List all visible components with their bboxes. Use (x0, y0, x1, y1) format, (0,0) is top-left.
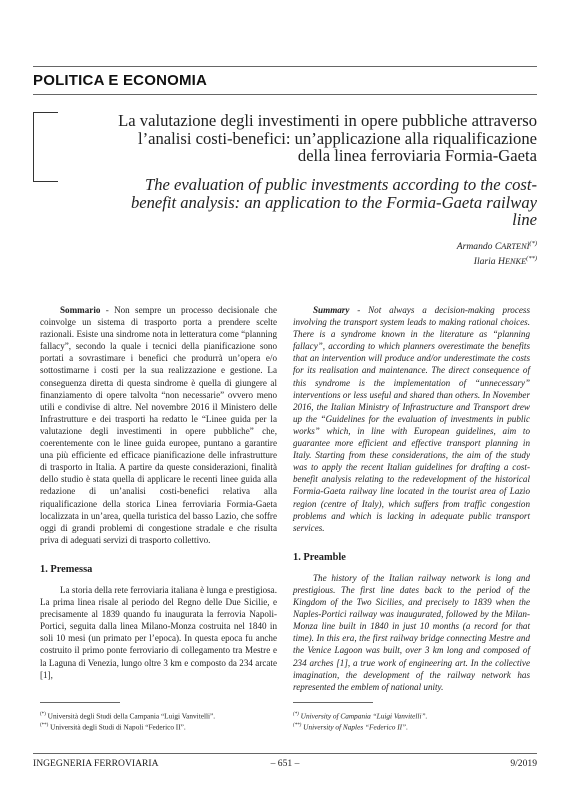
author-list (457, 238, 537, 268)
body-paragraph-english: The history of the Italian railway network is long and prestigious. The first line dates back to the period of the Kingdom of the Two Sicilies, and precisely to 1839 when the Naples-Portici railway was inaugurated, followed by the Milan-Monza line built in 1840 in just 10 months (a record for that time). In this era, the first railway bridge connecting Mestre and the Venice Lagoon was built, over 3 km long and composed of 234 arches [1], a true work of engineering art. In the collective imagination, the development of the railway network has represented the emblem of national unity. (293, 572, 530, 692)
summary-english: Summary - Not always a decision-making process involving the transport system leads to making rational choices. There is a syndrome known in the literature as “planning fallacy”, according to which planners overestimate the benefits that an intervention will produce and/or underestimate the costs for its realisation and maintenance. The direct consequence of this syndrome is the implementation of “unnecessary” interventions or less useful and shared than others. In November 2016, the Italian Ministry of Infrastructure and Transport drew up the “Guidelines for the evaluation of investments in public works” which, in line with European guidelines, aim to guarantee more efficient and effective transport planning in Italy. Starting from these considerations, the aim of the study was to apply the recent Italian guidelines for drafting a cost-benefit analysis relating to the redevelopment of the historical Formia-Gaeta railway line located in the tourist area of Lazio region (centre of Italy), which suffers from traffic congestion problems and which is lacking in adequate public transport services. (293, 305, 530, 533)
footnotes-italian (40, 710, 215, 733)
summary-italian-label: Sommario (60, 305, 101, 315)
title-english: The evaluation of public investments according to the cost-benefit analysis: an application to the Formia-Gaeta railway line (130, 175, 537, 229)
footnote-item: (**) Università degli Studi di Napoli “Federico II”. (40, 722, 186, 732)
footnote-item: (**) University of Naples “Federico II”. (293, 722, 408, 732)
title-bracket (33, 112, 58, 182)
footnote-item: (*) Università degli Studi della Campania “Luigi Vanvitelli”. (40, 711, 216, 721)
footer-page-number: – 651 – (270, 758, 300, 769)
column-english (293, 304, 530, 693)
summary-italian: Sommario - Non sempre un processo decisionale che coinvolge un sistema di trasporto porta a prendere scelte razionali. Esiste una sindrome nota in letteratura come “planning fallacy”, secondo la quale i tecnici della pianificazione sono portati a sovrastimare i benefici che produrrà un’opera e/o sottostimarne i costi per la sua realizzazione e gestione. La conseguenza diretta di questa sindrome è quella di giungere al finanziamento di opere talvolta “non necessarie” ovvero meno utili e condivise di altre. Nel novembre 2016 il Ministero delle Infrastrutture e dei trasporti ha redatto le “Linee guida per la valutazione degli investimenti in opere pubbliche” che, coerentemente con le linee guida europee, puntano a garantire una più efficiente ed efficace pianificazione delle infrastrutture di trasporto in Italia. A partire da queste considerazioni, finalità dello studio è stata quella di applicare le recenti linee guida alla redazione di un’analisi costi-benefici relativa alla riqualificazione della storica Linea ferroviaria Formia-Gaeta localizzata in un’area, quella turistica del basso Lazio, che soffre oggi di grandi problemi di congestione stradale e che risulta priva di adeguati servizi di trasporto collettivo. (40, 305, 277, 545)
footnote-rule-right (293, 702, 373, 703)
footnote-rule-left (40, 702, 120, 703)
column-italian (40, 304, 277, 681)
author-henke: Ilaria HENKE(**) (473, 255, 537, 268)
summary-english-label: Summary (313, 305, 350, 315)
footer-issue: 9/2019 (510, 758, 537, 769)
footnotes-english (293, 710, 427, 733)
footer-rule (33, 753, 537, 754)
section-heading-italian: 1. Premessa (40, 563, 93, 575)
section-header: POLITICA E ECONOMIA (33, 72, 208, 89)
body-paragraph-italian: La storia della rete ferroviaria italiana è lunga e prestigiosa. La prima linea risale al periodo del Regno delle Due Sicilie, e precisamente al 1839 quando fu inaugurata la ferrovia Napoli-Portici, seguita dalla linea Milano-Monza costruita nel 1840 in soli 10 mesi (un primato per l’epoca). In questa epoca fu anche costruito il primo ponte ferroviario di collegamento tra Mestre e la Laguna di Venezia, lungo oltre 3 km e composto da 234 arcate [1], (40, 584, 277, 680)
title-italian: La valutazione degli investimenti in opere pubbliche attraverso l’analisi costi-benefici: un’applicazione alla riqualificazione della linea ferroviaria Formia-Gaeta (118, 111, 537, 165)
top-rule (33, 66, 537, 67)
footer-journal-name: INGEGNERIA FERROVIARIA (33, 758, 159, 769)
footnote-item: (*) University of Campania “Luigi Vanvitelli”. (293, 711, 428, 721)
section-rule (33, 94, 537, 95)
section-heading-english: 1. Preamble (293, 551, 346, 563)
author-carteni: Armando CARTENÌ(*) (456, 240, 537, 253)
